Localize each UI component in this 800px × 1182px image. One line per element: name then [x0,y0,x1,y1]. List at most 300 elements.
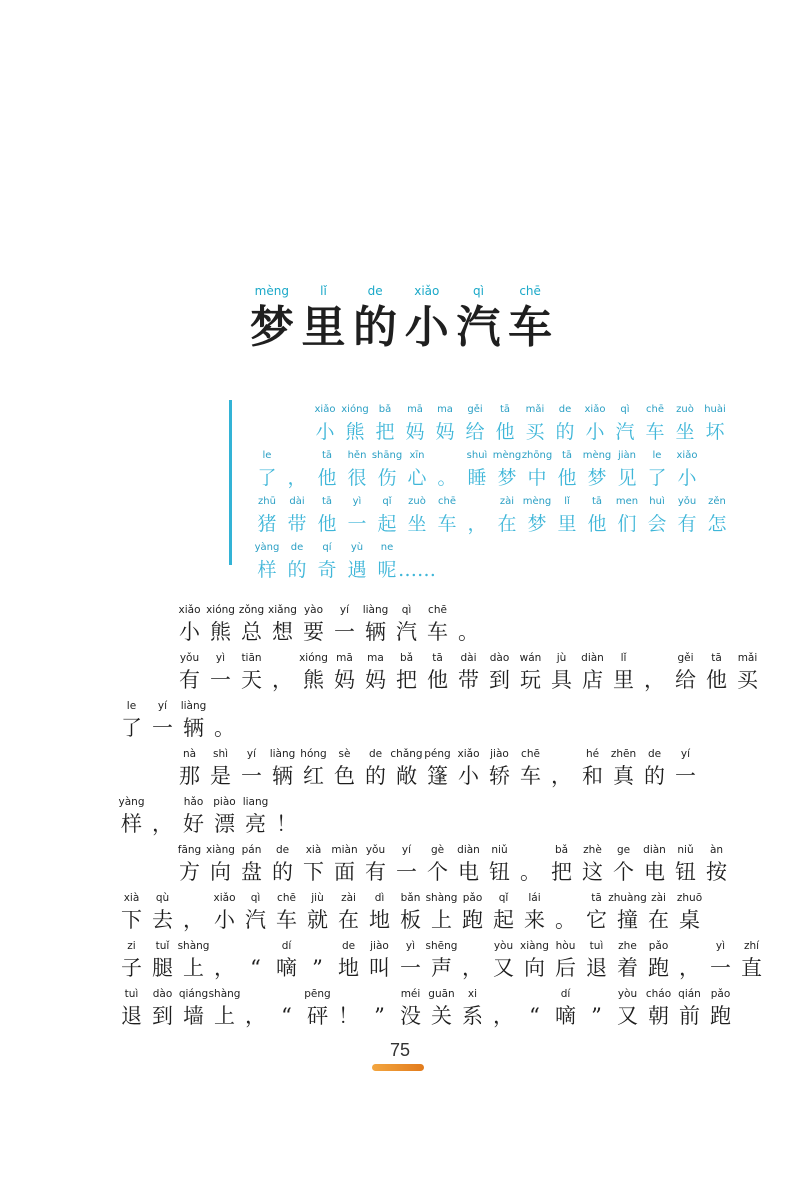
ruby-char [298,746,329,790]
pinyin: qǐ [498,892,509,904]
pinyin: jiào [370,940,389,952]
pinyin: shàng [177,940,210,952]
hanzi: 他 [317,513,337,535]
ruby-char [147,794,178,838]
pinyin: qù [155,892,170,904]
pinyin: xióng [206,604,235,616]
title-hanzi-char: 的 [353,302,398,353]
ruby-char [522,494,552,538]
pinyin: qì [250,892,261,904]
pinyin: chē [428,604,447,616]
hanzi: 小 [677,467,697,489]
hanzi: 向 [524,956,545,980]
pinyin: dài [289,496,305,507]
hanzi: 色 [334,764,355,788]
intro-line [252,492,727,538]
ruby-char [546,842,577,886]
ruby-char [209,794,240,838]
pinyin: tā [591,496,603,507]
pinyin: tā [321,450,333,461]
hanzi: 直 [741,956,762,980]
ruby-char [490,402,520,446]
hanzi: 他 [587,513,607,535]
hanzi: 一 [710,956,731,980]
ruby-char [484,842,515,886]
ruby-char [116,698,147,742]
pinyin: pǎo [462,892,483,904]
hanzi: ！ [338,1004,359,1028]
ruby-char [484,650,515,694]
pinyin: le [262,450,272,461]
pinyin: yì [715,940,726,952]
hanzi: 的 [287,559,307,581]
ruby-char [302,986,333,1030]
pinyin: hǎo [183,796,204,808]
pinyin: yù [350,542,364,553]
ruby-char [577,650,608,694]
pinyin: yì [352,496,362,507]
hanzi: 跑 [710,1004,731,1028]
pinyin: men [615,496,639,507]
hanzi: 一 [241,764,262,788]
ruby-char [700,402,730,446]
pinyin: liàng [269,748,296,760]
hanzi: 又 [493,956,514,980]
pinyin: méi [400,988,421,1000]
ruby-char [240,938,271,982]
story-line [116,646,758,694]
hanzi: ， [183,908,204,932]
hanzi: 嘀 [555,1004,576,1028]
ruby-char [329,650,360,694]
hanzi: 怎 [707,513,727,535]
hanzi: 的 [365,764,386,788]
hanzi: 下 [303,860,324,884]
pinyin: yí [401,844,412,856]
story-line [116,934,762,982]
ruby-char [391,650,422,694]
hanzi: 样 [257,559,277,581]
pinyin: jiàn [617,450,637,461]
pinyin: gè [430,844,445,856]
ruby-char [271,938,302,982]
hanzi: 到 [489,668,510,692]
ruby-char [360,650,391,694]
ruby-char [612,494,642,538]
ruby-char [432,494,462,538]
pinyin: xiǎo [676,450,698,461]
hanzi: 电 [644,860,665,884]
pinyin: guān [428,988,455,1000]
hanzi: 辆 [365,620,386,644]
ruby-char [608,890,647,934]
pinyin: mèng [582,450,612,461]
ruby-char [639,842,670,886]
hanzi: 红 [303,764,324,788]
ruby-char [453,602,484,646]
hanzi: ” [374,1004,385,1028]
pinyin: dào [489,652,510,664]
pinyin: tuǐ [155,940,170,952]
hanzi: 了 [257,467,277,489]
pinyin: pǎo [710,988,731,1000]
hanzi: 是 [210,764,231,788]
ruby-char [612,448,642,492]
pinyin: xīn [409,450,425,461]
hanzi: …… [398,559,436,581]
ruby-char [643,986,674,1030]
hanzi: 他 [557,467,577,489]
hanzi: 车 [520,764,541,788]
ruby-char [236,650,267,694]
ruby-char [302,890,333,934]
ruby-char [252,540,282,584]
pinyin: xiǎo [178,604,201,616]
hanzi: 他 [427,668,448,692]
hanzi: ！ [276,812,297,836]
pinyin: xi [467,988,478,1000]
hanzi: 把 [396,668,417,692]
ruby-char [391,746,422,790]
hanzi: 里 [613,668,634,692]
hanzi: 要 [303,620,324,644]
hanzi: 盘 [241,860,262,884]
hanzi: 了 [121,716,142,740]
pinyin: zhēn [610,748,637,760]
ruby-char [205,842,236,886]
intro-passage [252,400,727,584]
hanzi: 他 [317,467,337,489]
hanzi: 睡 [467,467,487,489]
hanzi: ， [679,956,700,980]
ruby-char [178,938,209,982]
page-number-brush-stroke [372,1064,424,1071]
hanzi: 敞 [396,764,417,788]
pinyin: liàng [362,604,389,616]
ruby-char [402,494,432,538]
pinyin: jiù [311,892,324,904]
pinyin: yǒu [365,844,386,856]
pinyin: jiào [490,748,509,760]
pinyin: piào [213,796,236,808]
ruby-char [267,650,298,694]
pinyin: de [368,748,383,760]
hanzi: 方 [179,860,200,884]
story-line [116,886,703,934]
ruby-char [147,890,178,934]
ruby-char [372,448,402,492]
hanzi: 小 [214,908,235,932]
hanzi: 车 [276,908,297,932]
ruby-char [147,938,178,982]
ruby-char [312,448,342,492]
ruby-char [515,842,546,886]
ruby-char [488,890,519,934]
ruby-char [643,890,674,934]
ruby-char [674,986,705,1030]
ruby-char [174,650,205,694]
ruby-char [178,794,209,838]
ruby-char [462,494,492,538]
hanzi: 买 [525,421,545,443]
pinyin: liàng [180,700,207,712]
hanzi: 上 [214,1004,235,1028]
hanzi: 在 [497,513,517,535]
pinyin: nà [182,748,197,760]
ruby-char [174,842,205,886]
ruby-char [701,650,732,694]
hanzi: 叫 [369,956,390,980]
title-pinyin-syllable: lǐ [320,284,327,298]
pinyin: de [341,940,356,952]
pinyin: tā [432,652,443,664]
hanzi: 一 [675,764,696,788]
ruby-char [329,746,360,790]
ruby-char [612,938,643,982]
pinyin: xiàng [520,940,549,952]
hanzi: 到 [152,1004,173,1028]
ruby-char [302,938,333,982]
pinyin: qì [401,604,412,616]
hanzi: 没 [400,1004,421,1028]
hanzi: 见 [617,467,637,489]
pinyin: bǎ [378,404,392,415]
ruby-char [364,890,395,934]
ruby-char [515,650,546,694]
ruby-char [395,986,426,1030]
ruby-char [546,746,577,790]
pinyin: shāng [371,450,403,461]
story-line [116,742,696,790]
ruby-char [402,448,432,492]
pinyin: tuì [589,940,604,952]
hanzi: 给 [675,668,696,692]
hanzi: 地 [369,908,390,932]
hanzi: 跑 [462,908,483,932]
pinyin: zuò [408,496,426,507]
hanzi: 他 [495,421,515,443]
pinyin: lái [528,892,541,904]
pinyin: mèng [492,450,522,461]
hanzi: 有 [677,513,697,535]
ruby-char [552,494,582,538]
ruby-char [209,938,240,982]
pinyin: qì [620,404,630,415]
title-pinyin [246,284,556,298]
pinyin: chē [521,748,540,760]
ruby-char [581,986,612,1030]
hanzi: 带 [458,668,479,692]
ruby-char [298,650,329,694]
hanzi: 钮 [675,860,696,884]
hanzi: 汽 [245,908,266,932]
pinyin: pǎo [648,940,669,952]
ruby-char [672,448,702,492]
pinyin: zhí [743,940,760,952]
pinyin: pēng [304,988,331,1000]
hanzi: 把 [551,860,572,884]
ruby-char [643,938,674,982]
ruby-char [252,448,282,492]
hanzi: 伤 [377,467,397,489]
hanzi: 真 [613,764,634,788]
hanzi: 里 [557,513,577,535]
ruby-char [701,842,732,886]
ruby-char [705,938,736,982]
ruby-char [488,938,519,982]
hanzi: 。 [437,467,457,489]
pinyin: shì [212,748,229,760]
ruby-char [391,602,422,646]
ruby-char [492,448,522,492]
hanzi: 的 [272,860,293,884]
story-title [246,284,556,356]
hanzi: 砰 [307,1004,328,1028]
pinyin: diàn [643,844,666,856]
pinyin: bǎ [399,652,414,664]
pinyin: bǎ [554,844,569,856]
ruby-char [426,986,457,1030]
ruby-char [705,986,736,1030]
pinyin: qiáng [178,988,209,1000]
hanzi: “ [250,956,261,980]
pinyin: shàng [425,892,458,904]
ruby-char [360,842,391,886]
hanzi: 他 [706,668,727,692]
hanzi: 声 [431,956,452,980]
ruby-char [282,494,312,538]
hanzi: 向 [210,860,231,884]
story-line [116,790,690,838]
pinyin: xiǎo [314,404,336,415]
ruby-char [550,890,581,934]
ruby-char [702,494,732,538]
pinyin: dài [460,652,477,664]
ruby-char [340,402,370,446]
hanzi: 小 [179,620,200,644]
hanzi: 一 [400,956,421,980]
ruby-char [240,890,271,934]
ruby-char [370,402,400,446]
pinyin: xià [123,892,140,904]
hanzi: 的 [644,764,665,788]
ruby-char [116,938,147,982]
ruby-char [282,448,312,492]
ruby-char [519,890,550,934]
ruby-char [364,938,395,982]
intro-line [252,400,726,446]
ruby-char [267,842,298,886]
pinyin: zài [499,496,515,507]
hanzi: 呢 [377,559,397,581]
ruby-char [642,448,672,492]
ruby-char [342,448,372,492]
ruby-char [426,890,457,934]
hanzi: ” [312,956,323,980]
ruby-char [515,746,546,790]
hanzi: ， [245,1004,266,1028]
ruby-char [395,938,426,982]
pinyin: huì [649,496,665,507]
title-hanzi-char: 车 [508,302,553,353]
ruby-char [116,986,147,1030]
hanzi: 一 [396,860,417,884]
hanzi: 朝 [648,1004,669,1028]
hanzi: 车 [427,620,448,644]
ruby-char [298,602,329,646]
title-pinyin-syllable: qì [472,284,484,298]
hanzi: 奇 [317,559,337,581]
ruby-char [457,938,488,982]
hanzi: 梦 [587,467,607,489]
pinyin: cháo [645,988,672,1000]
pinyin: zhe [618,940,637,952]
pinyin: liang [242,796,269,808]
ruby-char [310,402,340,446]
hanzi: 个 [427,860,448,884]
hanzi: ， [493,1004,514,1028]
pinyin: dì [374,892,385,904]
pinyin: lǐ [564,496,570,507]
hanzi: 妈 [435,421,455,443]
ruby-char [736,938,767,982]
pinyin: fāng [177,844,202,856]
pinyin: yí [680,748,691,760]
pinyin: chē [438,496,456,507]
ruby-char [360,746,391,790]
pinyin: yǒu [179,652,200,664]
pinyin: ma [437,404,453,415]
hanzi: 一 [152,716,173,740]
hanzi: 的 [555,421,575,443]
hanzi: 这 [582,860,603,884]
hanzi: 起 [493,908,514,932]
pinyin: xiàng [206,844,235,856]
hanzi: 电 [458,860,479,884]
hanzi: 一 [210,668,231,692]
hanzi: 一 [334,620,355,644]
pinyin: yàng [254,542,280,553]
pinyin: xiǎng [268,604,297,616]
title-hanzi [246,300,556,356]
ruby-char [432,448,462,492]
ruby-char [342,494,372,538]
hanzi: 来 [524,908,545,932]
hanzi: ， [551,764,572,788]
pinyin: yào [303,604,324,616]
hanzi: 中 [527,467,547,489]
title-pinyin-syllable: xiǎo [414,284,440,298]
pinyin: yí [246,748,257,760]
hanzi: 车 [645,421,665,443]
ruby-char [462,448,492,492]
pinyin: zuò [676,404,694,415]
ruby-char [209,890,240,934]
ruby-char [522,448,552,492]
ruby-char [364,986,395,1030]
ruby-char [670,650,701,694]
pinyin: yòu [493,940,514,952]
hanzi: 在 [338,908,359,932]
hanzi: 它 [586,908,607,932]
ruby-char [642,494,672,538]
pinyin: niǔ [677,844,694,856]
story-line [116,598,690,646]
hanzi: 小 [585,421,605,443]
ruby-char [639,746,670,790]
ruby-char [267,602,298,646]
ruby-char [282,540,312,584]
